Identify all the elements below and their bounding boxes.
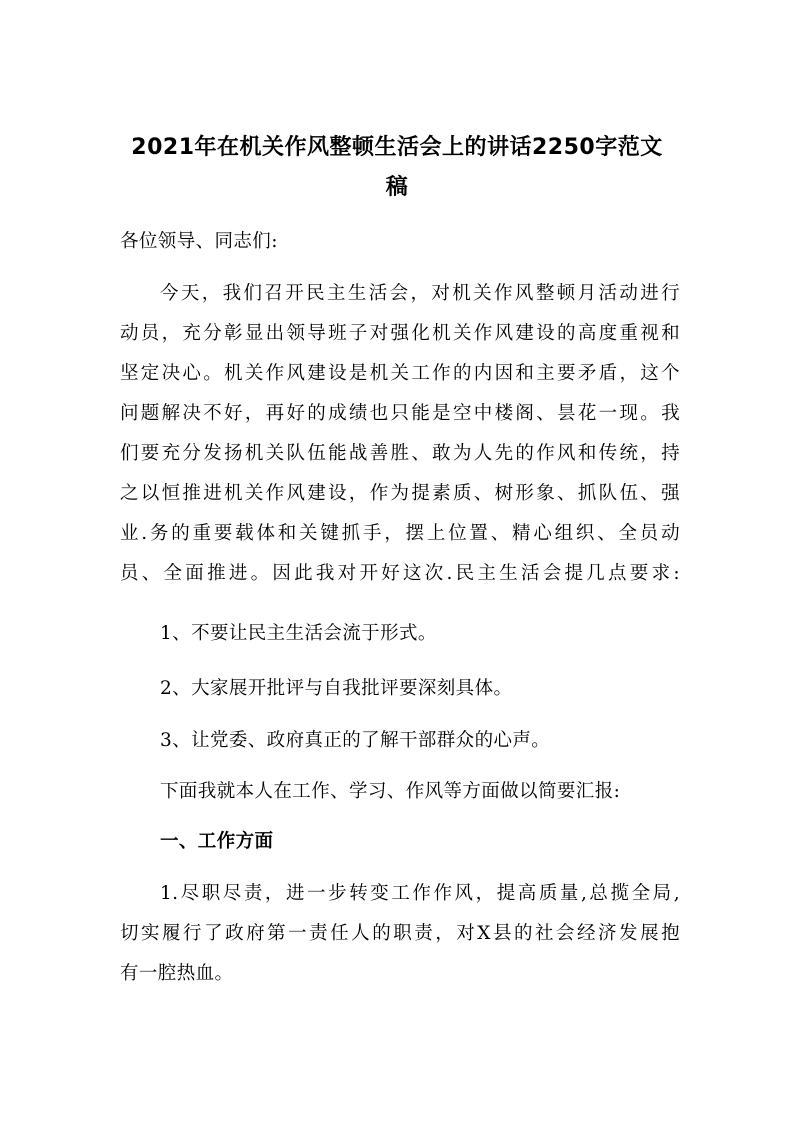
section-heading: 一、工作方面 xyxy=(160,831,274,852)
intro-line: 坚定决心。机关作风建设是机关工作的内因和主要矛盾，这个 xyxy=(120,363,680,384)
section-line: 有一腔热血。 xyxy=(120,963,234,984)
intro-line: 员、全面推进。因此我对开好这次.民主生活会提几点要求: xyxy=(120,563,680,584)
requirement-item: 2、大家展开批评与自我批评要深刻具体。 xyxy=(160,678,513,699)
salutation: 各位领导、同志们: xyxy=(120,231,278,252)
intro-line: 之以恒推进机关作风建设，作为提素质、树形象、抓队伍、强 xyxy=(120,483,680,504)
intro-line: 们要充分发扬机关队伍能战善胜、敢为人先的作风和传统，持 xyxy=(120,443,680,464)
intro-line: 业.务的重要载体和关键抓手，摆上位置、精心组织、全员动 xyxy=(120,523,680,544)
requirement-item: 3、让党委、政府真正的了解干部群众的心声。 xyxy=(160,730,551,751)
title-line-2: 稿 xyxy=(385,175,409,200)
intro-line: 问题解决不好，再好的成绩也只能是空中楼阁、昙花一现。我 xyxy=(120,403,680,424)
report-intro: 下面我就本人在工作、学习、作风等方面做以简要汇报: xyxy=(160,781,621,802)
title-line-1: 2021年在机关作风整顿生活会上的讲话2250字范文 xyxy=(131,135,663,160)
section-line: 1.尽职尽责，进一步转变工作作风，提高质量,总揽全局, xyxy=(160,883,680,904)
section-line: 切实履行了政府第一责任人的职责，对X县的社会经济发展抱 xyxy=(120,923,680,944)
requirement-item: 1、不要让民主生活会流于形式。 xyxy=(160,623,437,644)
intro-line: 动员，充分彰显出领导班子对强化机关作风建设的高度重视和 xyxy=(120,323,680,344)
intro-line: 今天，我们召开民主生活会，对机关作风整顿月活动进行 xyxy=(160,283,680,304)
document-title xyxy=(100,128,694,208)
